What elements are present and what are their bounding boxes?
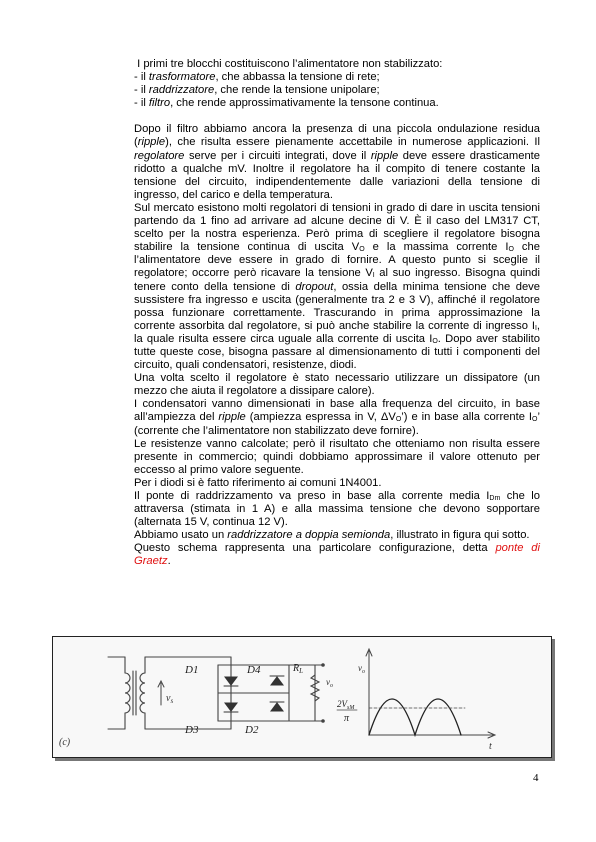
paragraph-ripple: Dopo il filtro abbiamo ancora la presenza di una piccola ondulazione residua (ripple), che risulta essere pienamente accettabile in numerose applicazioni. Il regolatore serve per i circuiti integrati, dove il ripple deve essere drasticamente ridotto a qualche mV. Inoltre il regolatore ha il compito di tenere costante la tensione del circuito, indipendentemente dalle variazioni della tensione di ingresso, del carico e della temperatura.: [134, 123, 541, 201]
output-terminal-bottom: [321, 719, 325, 723]
panel-label: (c): [59, 737, 71, 748]
list-item-transformer: - il trasformatore, che abbassa la tensione di rete;: [134, 71, 380, 84]
vs-label: $v_s$: [166, 693, 174, 705]
graph-x-label: t: [489, 741, 492, 752]
list-item-rectifier: - il raddrizzatore, che rende la tensione unipolare;: [134, 84, 380, 97]
paragraph-resistors: Le resistenze vanno calcolate; però il risultato che otteniamo non risulta essere presente in commercio; quindi dobbiamo approssimare il valore ottenuto per eccesso al primo valore seguente.: [134, 437, 540, 476]
paragraph-full-wave: Abbiamo usato un raddrizzatore a doppia semionda, illustrato in figura qui sotto.: [134, 529, 530, 542]
graph-y-label: $v_o$: [358, 663, 365, 675]
paragraph-regulators: Sul mercato esistono molti regolatori di tensioni in grado di dare in uscita tensioni partendo da 1 fino ad arrivare ad alcune decine di V. È il caso del LM317 CT, scelto per la nostra esperienza. Però prima di scegliere il regolatore bisogna stabilire la tensione continua di uscita $V_O$ e la massima corrente $I_O$ che l’alimentatore deve essere in grado di fornire. A questo punto si sceglie il regolatore; occorre però ricavare la tensione $V_I$ al suo ingresso. Bisogna quindi tenere conto della tensione di dropout, ossia della minima tensione che deve sussistere fra ingresso e uscita (generalmente tra 2 e 3 V), affinché il regolatore possa funzionare correttamente. Trascurando in prima approssimazione la corrente assorbita dal regolatore, si può anche stabilire la corrente di ingresso $I_I$, la quale risulta essere circa uguale alla corrente di uscita $I_O$. Dopo aver stabilito tutte queste cose, bisogna passare al dimensionamento di tutti i componenti del circuito, quali condensatori, resistenze, diodi.: [134, 201, 540, 372]
d1-label: D1: [185, 664, 199, 676]
block-list: [134, 58, 540, 110]
output-terminal-top: [321, 663, 325, 667]
vo-label: $v_o$: [326, 677, 333, 689]
page-number: 4: [533, 772, 539, 784]
paragraph-capacitors: I condensatori vanno dimensionati in base alla frequenza del circuito, in base all’ampiezza del ripple (ampiezza espressa in V, $\Delta V_O$’) e in base alla corrente $I_O$’ (corrente che l’alimentatore non stabilizzato deve fornire).: [134, 398, 540, 437]
rectifier-figure: [53, 637, 551, 757]
rl-label: $R_L$: [293, 663, 304, 675]
paragraph-graetz: Questo schema rappresenta una particolare configurazione, detta ponte di Graetz.: [134, 542, 540, 568]
average-numerator: $2V_{sM}$: [337, 699, 355, 711]
paragraph-diodes: Per i diodi si è fatto riferimento ai comuni 1N4001.: [134, 476, 382, 489]
graetz-term: ponte di Graetz: [134, 542, 540, 568]
d4-label: D4: [247, 664, 261, 676]
d2-label: D2: [245, 724, 259, 736]
average-denominator: π: [344, 713, 350, 724]
body-text: [134, 58, 540, 569]
paragraph-heatsink: Una volta scelto il regolatore è stato necessario utilizzare un dissipatore (un mezzo che aiuta il regolatore a dissipare calore).: [134, 372, 540, 398]
d3-label: D3: [185, 724, 199, 736]
figure-frame: [52, 636, 552, 758]
paragraph-bridge: Il ponte di raddrizzamento va preso in base alla corrente media $I_{Dm}$ che lo attraversa (stimata in 1 A) e alla massima tensione che devono sopportare (alternata 15 V, continua 12 V).: [134, 490, 540, 529]
list-intro: I primi tre blocchi costituiscono l’alimentatore non stabilizzato:: [137, 58, 443, 70]
list-item-filter: - il filtro, che rende approssimativamente la tensone continua.: [134, 97, 439, 110]
figure-background: [53, 637, 551, 757]
